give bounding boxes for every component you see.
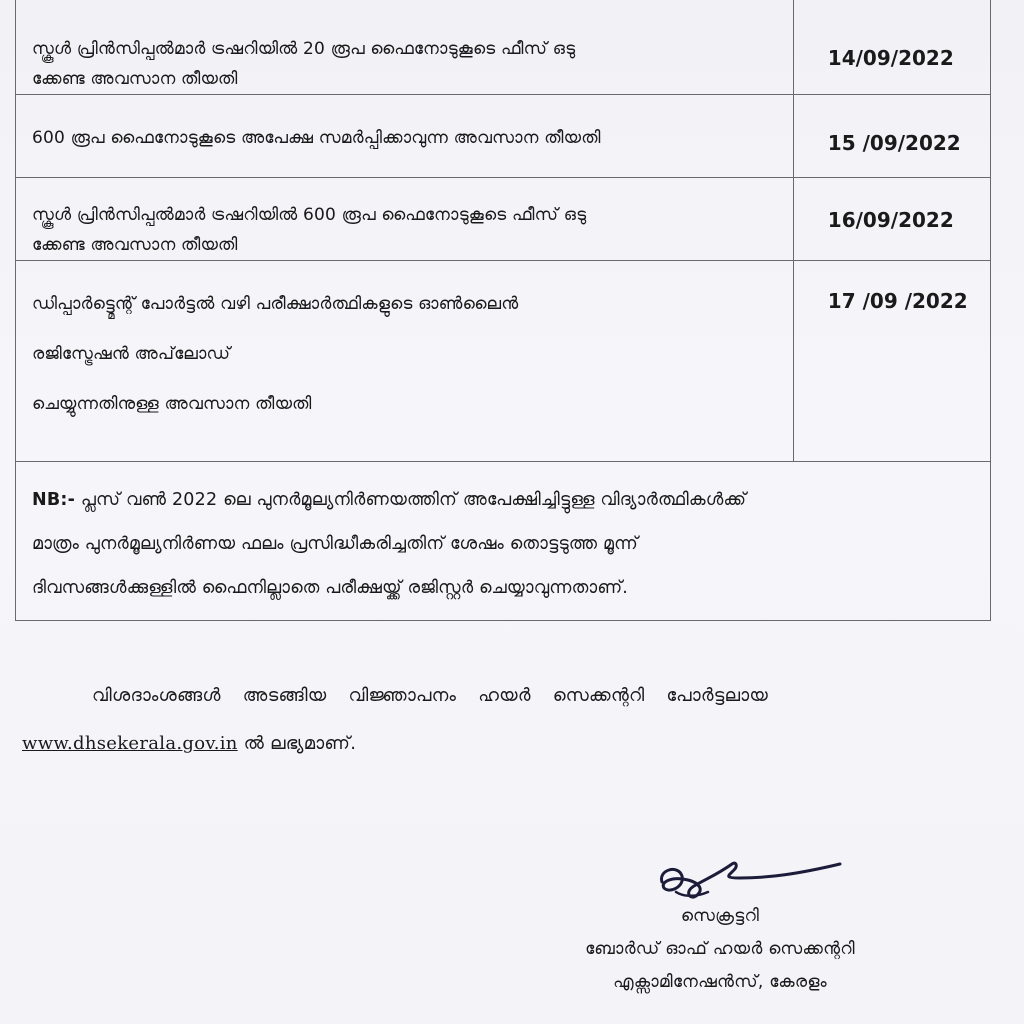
table-cell-date (793, 261, 990, 462)
table-cell-date (793, 178, 990, 261)
description-line: ഡിപ്പാർട്ട്മെന്റ് പോർട്ടൽ വഴി പരീക്ഷാർത്ഥികളുടെ ഓൺലൈൻ (32, 294, 519, 314)
description-line: സ്കൂൾ പ്രിൻസിപ്പൽമാർ ട്രഷറിയിൽ 600 രൂപ ഫൈനോടുകൂടെ ഫീസ് ഒടു (32, 205, 587, 225)
note-line: മാത്രം പുനർമൂല്യനിർണയ ഫലം പ്രസിദ്ധീകരിച്ചതിന് ശേഷം തൊട്ടടുത്ത മൂന്ന് (32, 534, 639, 554)
note-label: NB:- (32, 490, 76, 510)
note-line (32, 478, 974, 522)
table-row (16, 261, 991, 462)
table-cell-description (16, 95, 794, 178)
date-value: 17 /09 /2022 (827, 289, 968, 313)
signatory-organization: എക്സാമിനേഷൻസ്, കേരളം (613, 972, 827, 992)
signatory-organization: ബോർഡ് ഓഫ് ഹയർ സെക്കന്ററി (585, 939, 855, 959)
table-cell-description (16, 178, 794, 261)
handwritten-signature (648, 852, 848, 906)
table-cell-date (793, 0, 990, 95)
date-value: 16/09/2022 (827, 208, 954, 232)
table-cell-description (16, 261, 794, 462)
table-row-note (16, 462, 991, 621)
date-value: 15 /09/2022 (827, 131, 961, 155)
signature-block (520, 900, 920, 999)
table-cell-description (16, 0, 794, 95)
portal-link[interactable]: www.dhsekerala.gov.in (22, 733, 238, 754)
signatory-designation: സെക്രട്ടറി (680, 906, 760, 926)
paragraph-line: ൽ ലഭ്യമാണ്. (237, 733, 357, 754)
schedule-table (15, 0, 991, 621)
note-cell (16, 462, 991, 621)
info-paragraph (22, 672, 982, 768)
description-line: സ്കൂൾ പ്രിൻസിപ്പൽമാർ ട്രഷറിയിൽ 20 രൂപ ഫൈനോടുകൂടെ ഫീസ് ഒടു (32, 39, 576, 59)
note-line: ദിവസങ്ങൾക്കുള്ളിൽ ഫൈനില്ലാതെ പരീക്ഷയ്ക്ക് രജിസ്റ്റർ ചെയ്യാവുന്നതാണ്. (32, 578, 629, 598)
note-text: പ്ലസ് വൺ 2022 ലെ പുനർമൂല്യനിർണയത്തിന് അപേക്ഷിച്ചിട്ടുള്ള വിദ്യാർത്ഥികൾക്ക് (80, 490, 747, 510)
date-value: 14/09/2022 (827, 46, 954, 70)
description-line: രജിസ്ട്രേഷൻ അപ്‌ലോഡ് (32, 344, 231, 364)
description-line: 600 രൂപ ഫൈനോടുകൂടെ അപേക്ഷ സമർപ്പിക്കാവുന്ന അവസാന തീയതി (32, 128, 601, 148)
description-line: ക്കേണ്ട അവസാന തീയതി (32, 235, 238, 255)
description-line: ചെയ്യുന്നതിനുള്ള അവസാന തീയതി (32, 394, 312, 414)
table-row (16, 0, 991, 95)
paragraph-line: വിശദാംശങ്ങൾ അടങ്ങിയ വിജ്ഞാപനം ഹയർ സെക്കന്ററി പോർട്ടലായ (92, 685, 769, 706)
table-row (16, 95, 991, 178)
table-cell-date (793, 95, 990, 178)
description-line: ക്കേണ്ട അവസാന തീയതി (32, 69, 238, 89)
table-row (16, 178, 991, 261)
